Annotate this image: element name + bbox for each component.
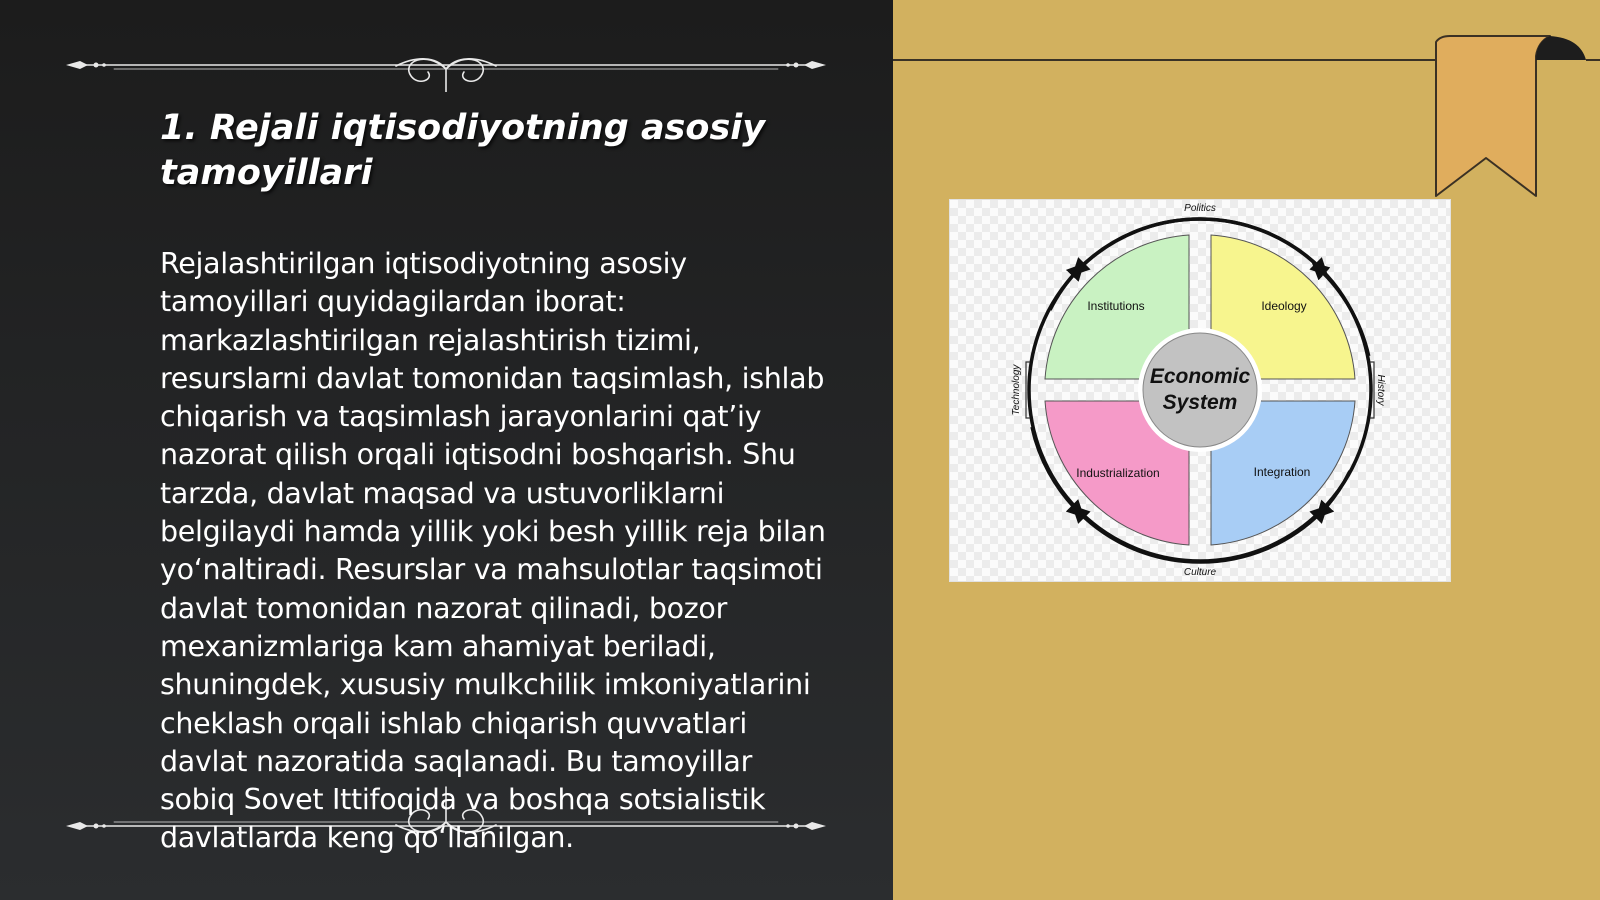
- label-ideology: Ideology: [1261, 299, 1307, 313]
- center-label-line2: System: [1162, 391, 1238, 414]
- label-culture: Culture: [1183, 567, 1217, 578]
- label-industrialization: Industrialization: [1076, 466, 1160, 480]
- center-label-line1: Economic: [1149, 365, 1251, 388]
- economic-system-diagram: [950, 200, 1450, 581]
- slide-title: 1. Rejali iqtisodiyotning asosiy tamoyillari: [160, 108, 766, 193]
- label-history: History: [1375, 374, 1386, 406]
- label-institutions: Institutions: [1087, 299, 1145, 313]
- top-divider-line: [893, 59, 1438, 61]
- slide-body-text: Rejalashtirilgan iqtisodiyotning asosiy tamoyillari quyidagilardan iborat: markazlashtirilgan rejalashtirish tizimi, resurslarni davlat tomonidan taqsimlash, ishlab chiqarish va taqsimlash jarayonlarini qat’iy nazorat qilish orqali iqtisodni boshqarish. Shu tarzda, davlat maqsad va ustuvorliklarni belgilaydi hamda yillik yoki besh yillik reja bilan yo‘naltiradi. Resurslar va mahsulotlar taqsimoti davlat tomonidan nazorat qilinadi, bozor mexanizmlariga kam ahamiyat beriladi, shuningdek, xususiy mulkchilik imkoniyatlarini cheklash orqali ishlab chiqarish quvvatlari davlat nazoratida saqlanadi. Bu tamoyillar sobiq Sovet Ittifoqida va boshqa sotsialistik davlatlarda keng qo‘llanilgan.: [160, 247, 826, 855]
- top-ornament-divider: [66, 42, 826, 92]
- label-technology: Technology: [1011, 364, 1022, 416]
- label-politics: Politics: [1184, 203, 1216, 214]
- center-circle: [1143, 333, 1257, 447]
- label-integration: Integration: [1253, 465, 1311, 479]
- bookmark-ribbon-icon: [1430, 30, 1600, 200]
